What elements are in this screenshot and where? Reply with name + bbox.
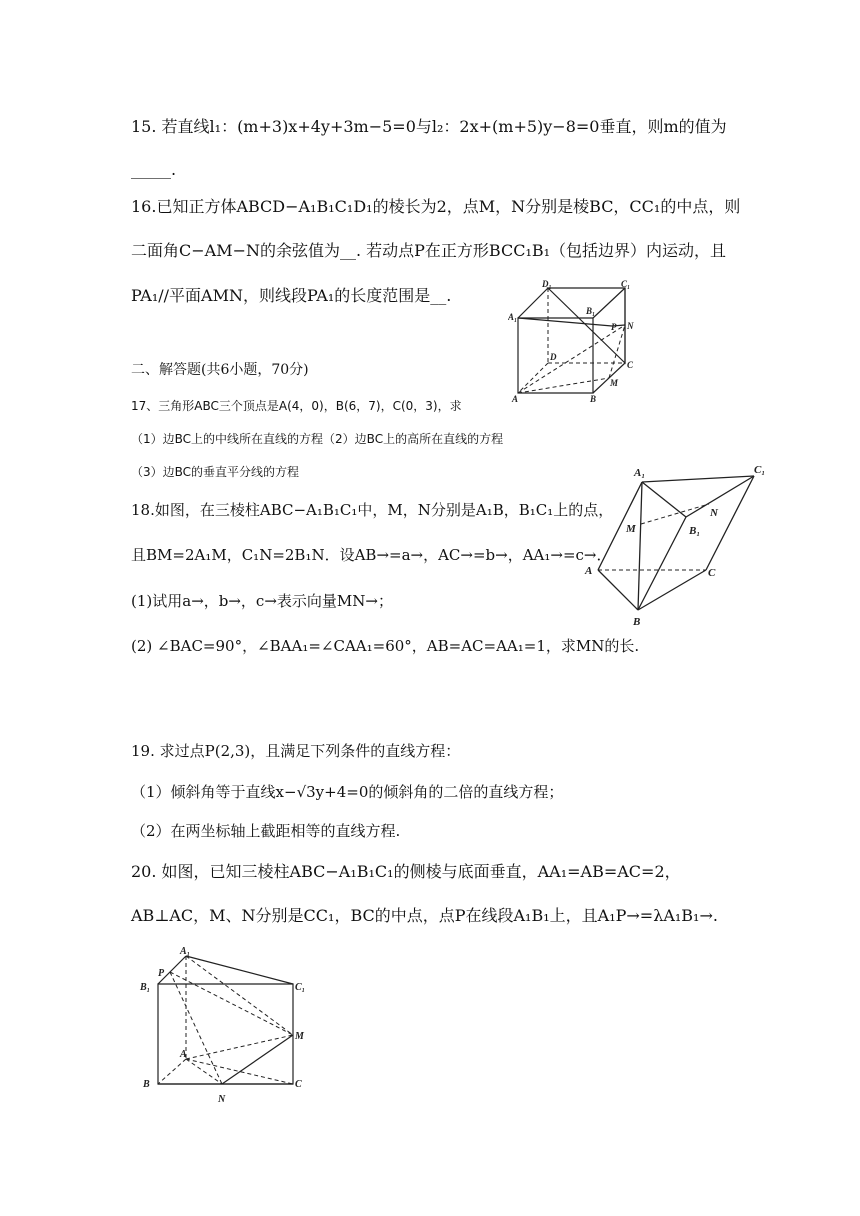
prism20-label-a: A [180, 1049, 187, 1060]
p18-line4: (2) ∠BAC=90°，∠BAA₁=∠CAA₁=60°，AB=AC=AA₁=1，求MN的长. [131, 637, 640, 655]
p18-line3: (1)试用a→，b→，c→表示向量MN→； [131, 592, 393, 610]
prism20-figure [136, 944, 326, 1109]
prism20-label-n: N [218, 1094, 226, 1105]
prism20-label-c: C [295, 1079, 302, 1090]
prism18-figure [582, 462, 778, 632]
cube-label-b1: B₁ [586, 306, 596, 316]
p18-line2: 且BM=2A₁M，C₁N=2B₁N．设AB→=a→，AC→=b→，AA₁→=c→． [131, 546, 612, 564]
prism18-label-n: N [710, 507, 718, 519]
cube-label-p: P [611, 322, 617, 332]
cube-label-c1: C₁ [621, 280, 631, 289]
cube-figure [508, 280, 650, 405]
prism18-label-c: C [708, 567, 716, 579]
p19-line1: 19. 求过点P(2,3)，且满足下列条件的直线方程： [131, 742, 461, 760]
cube-label-d1: D₁ [542, 280, 552, 289]
prism18-label-b: B [633, 616, 641, 628]
cube-label-a1: A₁ [508, 312, 518, 322]
p15-line1: 15. 若直线l₁：(m+3)x+4y+3m−5=0与l₂：2x+(m+5)y−8=0垂直，则m的值为 [131, 117, 727, 136]
p16-line2: 二面角C−AM−N的余弦值为__. 若动点P在正方形BCC₁B₁（包括边界）内运动，且 [131, 241, 727, 260]
p20-line1: 20. 如图，已知三棱柱ABC−A₁B₁C₁的侧棱与底面垂直，AA₁=AB=AC=2， [131, 862, 681, 881]
prism20-label-b: B [143, 1079, 150, 1090]
p19-line2: （1）倾斜角等于直线x−√3y+4=0的倾斜角的二倍的直线方程； [131, 783, 564, 801]
prism18-label-b1: B₁ [689, 525, 701, 537]
p17-line3: （3）边BC的垂直平分线的方程 [131, 465, 300, 479]
cube-label-c: C [627, 360, 634, 370]
prism20-label-a1: A₁ [180, 946, 191, 957]
prism18-label-c1: C₁ [754, 464, 766, 476]
p15-line2: _____. [131, 160, 177, 179]
cube-label-n: N [627, 321, 634, 331]
cube-label-m: M [610, 378, 619, 388]
prism18-label-a: A [585, 565, 593, 577]
p20-line2: AB⊥AC，M、N分别是CC₁，BC的中点，点P在线段A₁B₁上，且A₁P→=λA₁B₁→. [131, 906, 718, 925]
p16-line3: PA₁//平面AMN，则线段PA₁的长度范围是__. [131, 286, 452, 305]
p17-line2: （1）边BC上的中线所在直线的方程（2）边BC上的高所在直线的方程 [131, 432, 504, 446]
cube-label-b: B [590, 394, 597, 404]
cube-label-d: D [550, 352, 557, 362]
cube-label-a: A [512, 394, 519, 404]
p18-line1: 18.如图，在三棱柱ABC−A₁B₁C₁中，M，N分别是A₁B，B₁C₁上的点， [131, 501, 614, 519]
prism20-label-p: P [158, 968, 165, 979]
p17-line1: 17、三角形ABC三个顶点是A(4，0)，B(6，7)，C(0，3)，求 [131, 399, 462, 413]
p16-line1: 16.已知正方体ABCD−A₁B₁C₁D₁的棱长为2，点M，N分别是棱BC，CC₁的中点，则 [131, 197, 741, 216]
prism18-label-a1: A₁ [634, 467, 646, 479]
prism20-label-b1: B₁ [140, 982, 151, 993]
p19-line3: （2）在两坐标轴上截距相等的直线方程. [131, 822, 401, 840]
prism20-label-m: M [295, 1031, 304, 1042]
prism18-label-m: M [626, 523, 636, 535]
section-heading: 二、解答题(共6小题，70分) [131, 362, 309, 378]
prism20-label-c1: C₁ [295, 982, 306, 993]
